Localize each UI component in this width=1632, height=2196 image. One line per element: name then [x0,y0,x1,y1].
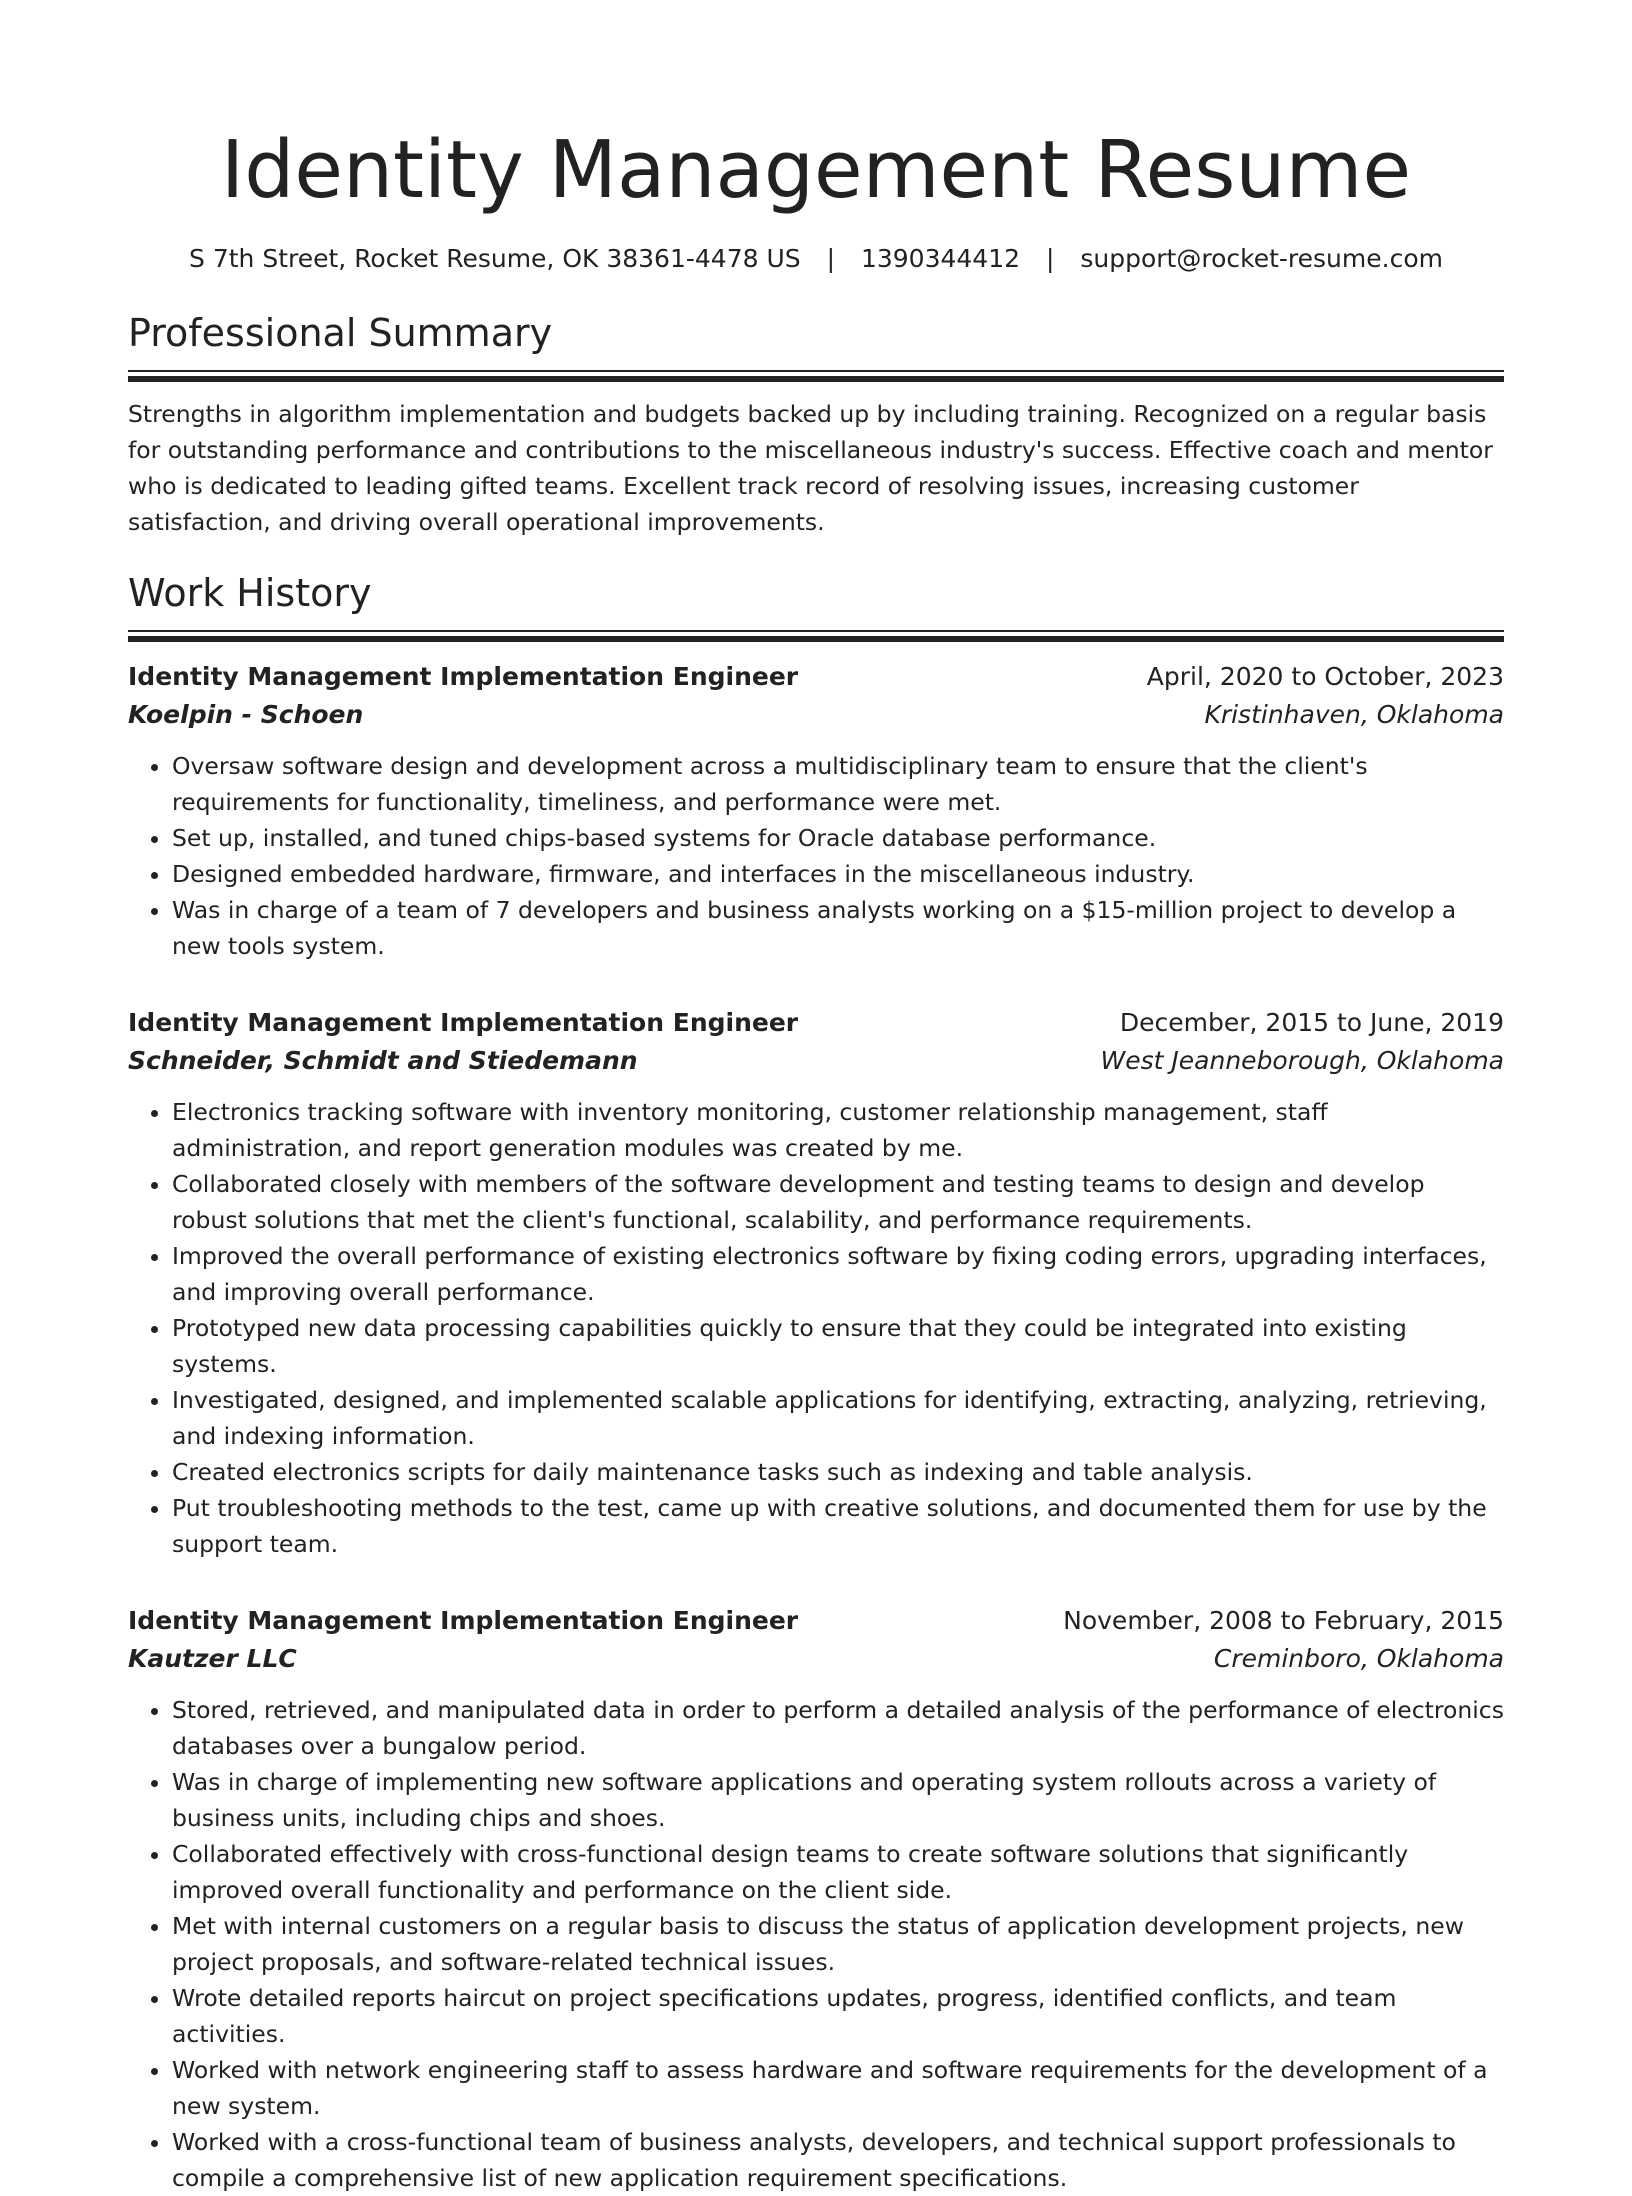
work-history-section [128,568,1504,2196]
job-entry [128,1004,1504,1562]
job-company-row [128,1640,1504,1678]
job-company: Schneider, Schmidt and Stiedemann [128,1046,638,1075]
job-company: Kautzer LLC [128,1644,297,1673]
job-bullet: • Set up, installed, and tuned chips-based systems for Oracle database performance. [172,820,1504,856]
job-bullet: • Oversaw software design and development across a multidisciplinary team to ensure that the client's requirements for functionality, timeliness, and performance were met. [172,748,1504,820]
job-location: West Jeanneborough, Oklahoma [1100,1046,1504,1075]
section-divider [128,370,1504,382]
job-company-row [128,696,1504,734]
contact-line [128,242,1504,276]
summary-heading: Professional Summary [128,311,553,355]
job-entry [128,1602,1504,2196]
job-company: Koelpin - Schoen [128,700,364,729]
job-bullet: • Wrote detailed reports haircut on project specifications updates, progress, identified conflicts, and team activities. [172,1980,1504,2052]
job-location: Creminboro, Oklahoma [1213,1644,1504,1673]
job-title: Identity Management Implementation Engineer [128,662,799,691]
job-header-row [128,1602,1504,1640]
job-company-row [128,1042,1504,1080]
job-bullet: • Collaborated effectively with cross-functional design teams to create software solutions that significantly improved overall functionality and performance on the client side. [172,1836,1504,1908]
job-bullet: • Improved the overall performance of existing electronics software by fixing coding errors, upgrading interfaces, and improving overall performance. [172,1238,1504,1310]
job-bullet: • Worked with network engineering staff to assess hardware and software requirements for the development of a new system. [172,2052,1504,2124]
contact-phone: 1390344412 [860,244,1021,273]
contact-address: S 7th Street, Rocket Resume, OK 38361-4478 US [189,244,801,273]
job-title: Identity Management Implementation Engineer [128,1606,799,1635]
summary-section [128,308,1504,540]
job-bullet: • Put troubleshooting methods to the test, came up with creative solutions, and documented them for use by the support team. [172,1490,1504,1562]
work-history-heading: Work History [128,571,372,615]
section-divider [128,630,1504,642]
contact-separator: | [1045,244,1055,273]
job-bullet: • Collaborated closely with members of the software development and testing teams to design and develop robust solutions that met the client's functional, scalability, and performance requirements. [172,1166,1504,1238]
job-bullet: • Electronics tracking software with inventory monitoring, customer relationship management, staff administration, and report generation modules was created by me. [172,1094,1504,1166]
job-title: Identity Management Implementation Engineer [128,1008,799,1037]
job-location: Kristinhaven, Oklahoma [1204,700,1504,729]
job-entry [128,658,1504,964]
job-dates: December, 2015 to June, 2019 [1119,1008,1504,1037]
job-dates: November, 2008 to February, 2015 [1063,1606,1504,1635]
job-bullet: • Stored, retrieved, and manipulated data in order to perform a detailed analysis of the performance of electronics databases over a bungalow period. [172,1692,1504,1764]
job-bullet: • Created electronics scripts for daily maintenance tasks such as indexing and table analysis. [172,1454,1504,1490]
job-dates: April, 2020 to October, 2023 [1146,662,1504,691]
contact-separator: | [826,244,836,273]
job-bullet: • Investigated, designed, and implemented scalable applications for identifying, extracting, analyzing, retrieving, and indexing information. [172,1382,1504,1454]
job-bullet-list [128,748,1504,964]
job-bullet: • Was in charge of implementing new software applications and operating system rollouts across a variety of business units, including chips and shoes. [172,1764,1504,1836]
job-bullet: • Prototyped new data processing capabilities quickly to ensure that they could be integrated into existing systems. [172,1310,1504,1382]
job-bullet-list [128,1692,1504,2196]
job-header-row [128,1004,1504,1042]
summary-text: Strengths in algorithm implementation and budgets backed up by including training. Recognized on a regular basis for outstanding performance and contributions to the miscellaneous industry's success. Effective coach and mentor who is dedicated to leading gifted teams. Excellent track record of resolving issues, increasing customer satisfaction, and driving overall operational improvements. [128,400,1493,536]
job-header-row [128,658,1504,696]
job-bullet: • Met with internal customers on a regular basis to discuss the status of application development projects, new project proposals, and software-related technical issues. [172,1908,1504,1980]
job-bullet-list [128,1094,1504,1562]
contact-email: support@rocket-resume.com [1080,244,1443,273]
job-bullet: • Was in charge of a team of 7 developers and business analysts working on a $15-million project to develop a new tools system. [172,892,1504,964]
resume-title: Identity Management Resume [220,124,1412,216]
job-bullet: • Designed embedded hardware, firmware, and interfaces in the miscellaneous industry. [172,856,1504,892]
job-bullet: • Worked with a cross-functional team of business analysts, developers, and technical support professionals to compile a comprehensive list of new application requirement specifications. [172,2124,1504,2196]
